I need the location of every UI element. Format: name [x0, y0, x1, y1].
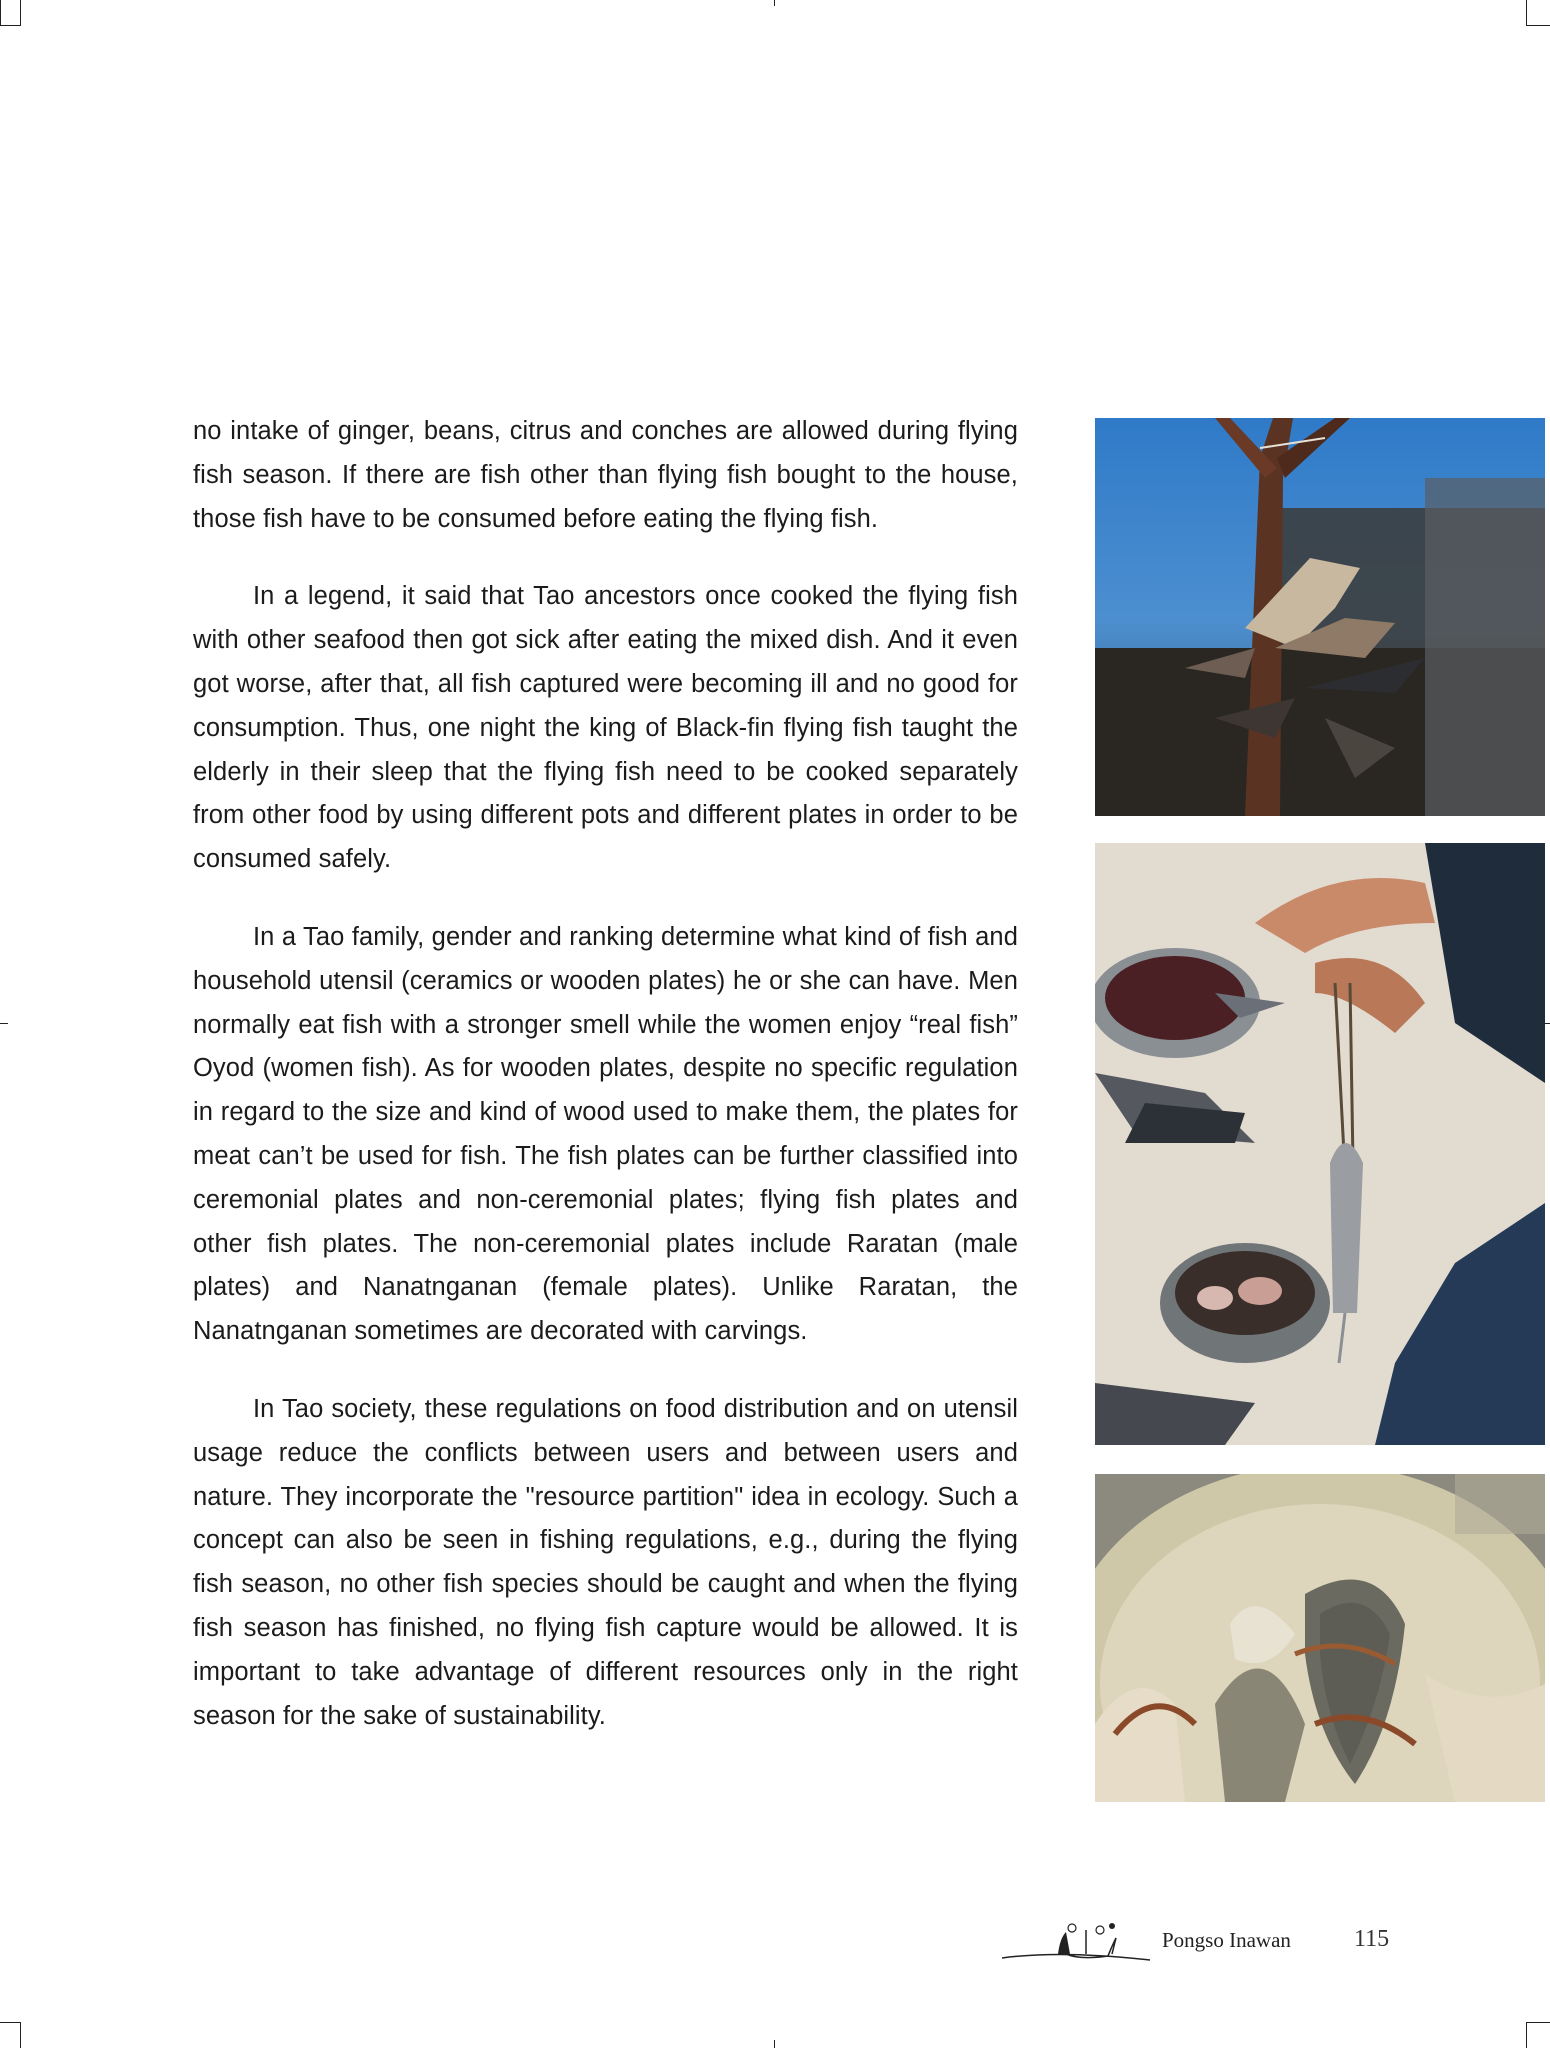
paragraph: In Tao society, these regulations on food distribution and on utensil usage reduce the conflicts between users and between users and nature. They incorporate the "resource partition" idea in ecology. Such a concept can also be seen in fishing regulations, e.g., during the flying fish season, no other fish species should be caught and when the flying fish season has finished, no flying fish capture would be allowed. It is important to take advantage of different resources only in the right season for the sake of sustainability.: [193, 1394, 1018, 1730]
page-number: 115: [1354, 1926, 1390, 1952]
photo-preparing-fish: [1095, 843, 1545, 1445]
page-footer: [990, 1910, 1420, 1970]
boat-logo: [1000, 1910, 1155, 1968]
paragraph: no intake of ginger, beans, citrus and conches are allowed during flying fish season. If there are fish other than flying fish bought to the house, those fish have to be consumed before eating the flying fish.: [193, 417, 1018, 533]
book-title: Pongso Inawan: [1162, 1928, 1291, 1952]
paragraph: In a Tao family, gender and ranking determine what kind of fish and household utensil (ceramics or wooden plates) he or she can have. Men normally eat fish with a stronger smell while the women enjoy “real fish” Oyod (women fish). As for wooden plates, despite no specific regulation in regard to the size and kind of wood used to make them, the plates for meat can’t be used for fish. The fish plates can be further classified into ceremonial plates and non-ceremonial plates; flying fish plates and other fish plates. The non-ceremonial plates include Raratan (male plates) and Nanatnganan (female plates). Unlike Raratan, the Nanatnganan sometimes are decorated with carvings.: [193, 922, 1018, 1346]
photo-drying-fish: [1095, 418, 1545, 816]
paragraph: In a legend, it said that Tao ancestors once cooked the flying fish with other seafood then got sick after eating the mixed dish. And it even got worse, after that, all fish captured were becoming ill and no good for consumption. Thus, one night the king of Black-fin flying fish taught the elderly in their sleep that the flying fish need to be cooked separately from other food by using different pots and different plates in order to be consumed safely.: [193, 582, 1018, 874]
photo-fish-in-pot: [1095, 1474, 1545, 1802]
body-text: [193, 410, 1018, 1772]
